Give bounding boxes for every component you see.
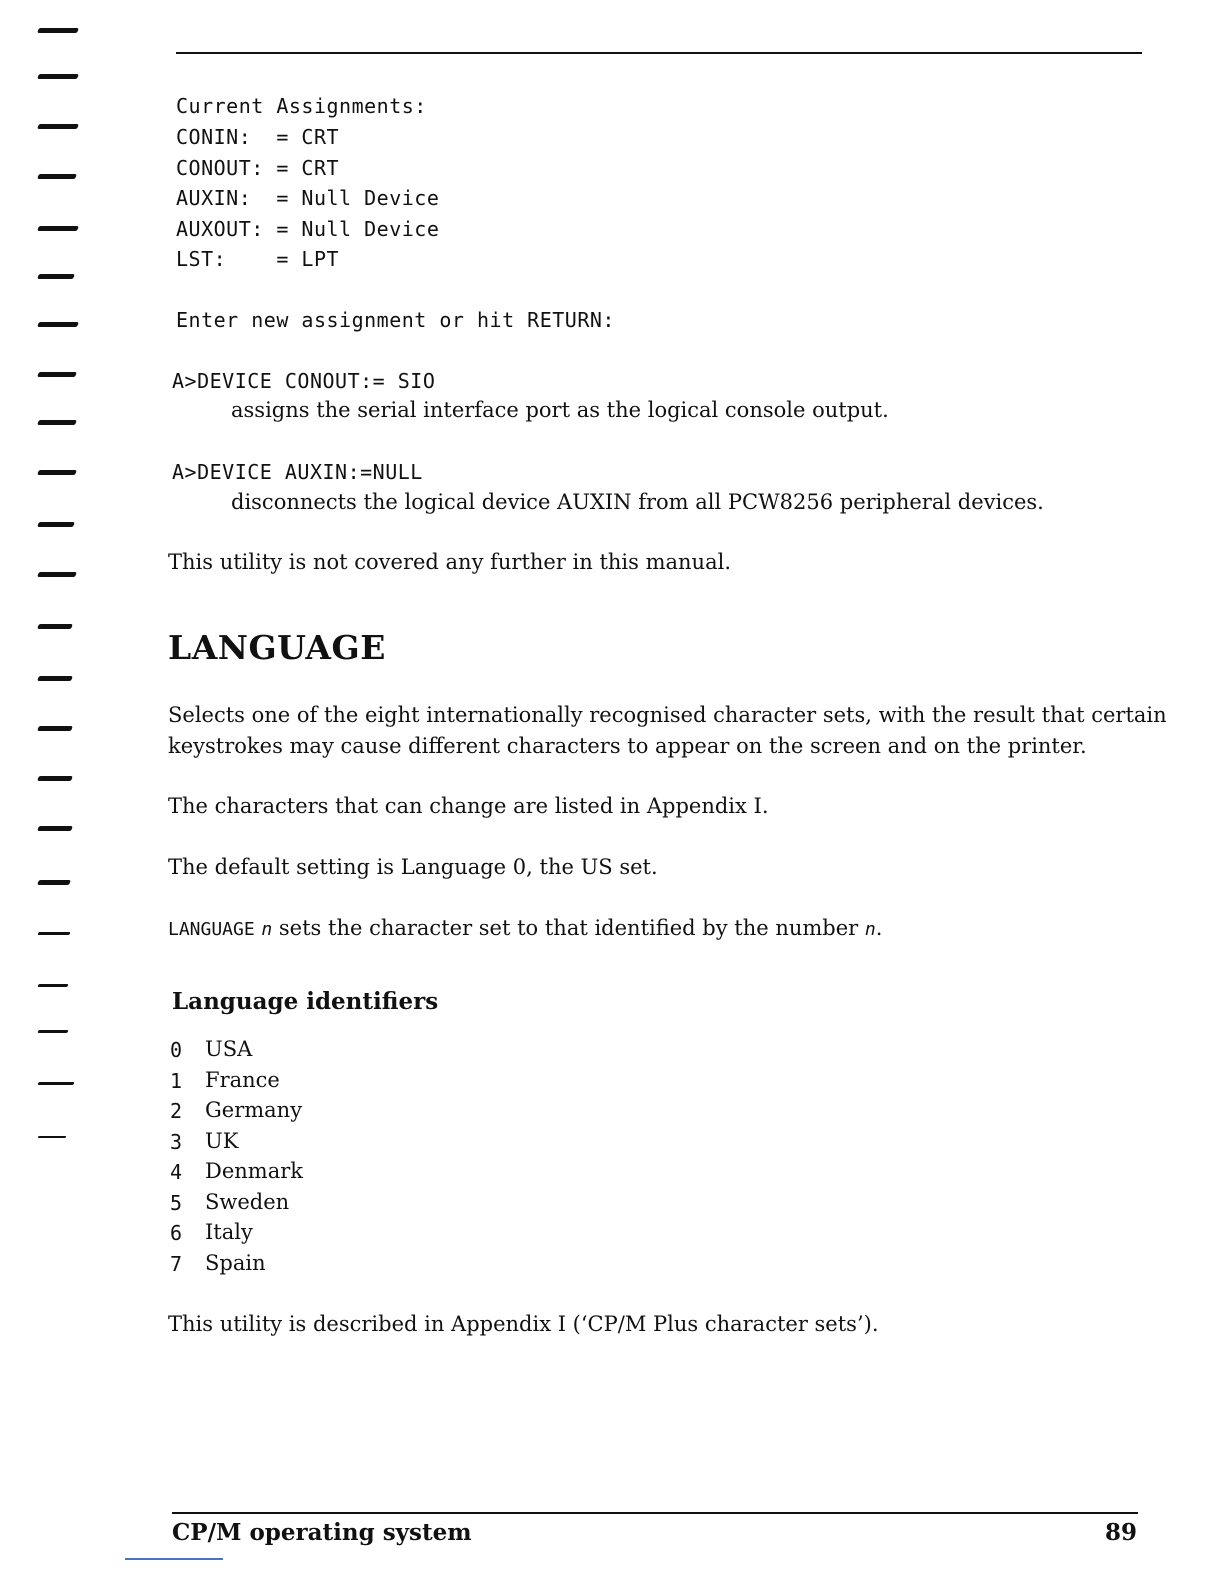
assignment-row: AUXIN: = Null Device (176, 186, 440, 210)
usage-arg: n (261, 919, 273, 940)
language-id-number: 5 (170, 1191, 183, 1215)
language-id-number: 3 (170, 1130, 183, 1154)
assignment-row: LST: = LPT (176, 247, 340, 271)
binding-mark (37, 984, 68, 987)
bottom-rule (172, 1512, 1138, 1514)
binding-mark (37, 572, 77, 577)
assignment-row: CONIN: = CRT (176, 125, 340, 149)
usage-text: sets the character set to that identified by the number (272, 916, 865, 940)
subsection-heading: Language identifiers (172, 988, 439, 1015)
binding-marks (30, 0, 90, 1584)
assignment-prompt: Enter new assignment or hit RETURN: (176, 308, 615, 332)
binding-mark (37, 124, 79, 129)
usage-command: LANGUAGE (168, 919, 255, 940)
binding-mark (37, 932, 70, 935)
binding-mark (37, 74, 79, 79)
binding-mark (37, 470, 77, 475)
language-para: The characters that can change are listed in Appendix I. (168, 794, 769, 818)
example-command: A>DEVICE CONOUT:= SIO (172, 369, 436, 393)
page-number: 89 (1104, 1519, 1137, 1546)
language-id-name: France (205, 1068, 280, 1092)
language-id-name: Germany (205, 1098, 303, 1122)
language-id-number: 6 (170, 1221, 183, 1245)
binding-mark (37, 1082, 74, 1085)
binding-mark (37, 372, 77, 377)
language-id-number: 2 (170, 1099, 183, 1123)
binding-mark (37, 522, 75, 527)
binding-mark (37, 274, 75, 279)
footer-title: CP/M operating system (172, 1519, 472, 1546)
section-heading: LANGUAGE (168, 628, 386, 667)
binding-mark (37, 226, 79, 231)
binding-mark (37, 1030, 68, 1033)
scan-artifact-line (125, 1558, 223, 1560)
assignment-row: CONOUT: = CRT (176, 156, 340, 180)
language-id-name: Italy (205, 1220, 253, 1244)
assignment-row: AUXOUT: = Null Device (176, 217, 440, 241)
binding-mark (37, 174, 77, 179)
language-id-number: 7 (170, 1252, 183, 1276)
language-id-number: 1 (170, 1069, 183, 1093)
language-id-name: Denmark (205, 1159, 303, 1183)
usage-end: . (875, 916, 883, 940)
example-description: disconnects the logical device AUXIN from all PCW8256 peripheral devices. (231, 490, 1044, 514)
top-rule (176, 52, 1142, 54)
language-para: The default setting is Language 0, the US set. (168, 855, 658, 879)
binding-mark (37, 322, 79, 327)
language-usage (168, 916, 882, 940)
example-command: A>DEVICE AUXIN:=NULL (172, 460, 423, 484)
binding-mark (37, 28, 79, 33)
language-id-name: Spain (205, 1251, 266, 1275)
usage-end-arg: n (864, 919, 876, 940)
binding-mark (37, 726, 73, 731)
language-para-line: keystrokes may cause different characters to appear on the screen and on the printer. (168, 734, 1087, 758)
binding-mark (37, 826, 73, 831)
language-id-name: USA (205, 1037, 253, 1061)
language-id-name: Sweden (205, 1190, 290, 1214)
language-id-number: 4 (170, 1160, 183, 1184)
binding-mark (37, 880, 71, 885)
binding-mark (37, 776, 73, 781)
binding-mark (37, 420, 77, 425)
binding-mark (37, 676, 73, 681)
binding-mark (38, 1136, 67, 1138)
assignments-header: Current Assignments: (176, 94, 427, 118)
binding-mark (37, 624, 73, 629)
example-description: assigns the serial interface port as the logical console output. (231, 398, 889, 422)
closing-note: This utility is described in Appendix I (‘CP/M Plus character sets’). (168, 1312, 879, 1336)
language-para-line: Selects one of the eight internationally recognised character sets, with the result that certain (168, 703, 1167, 727)
language-id-number: 0 (170, 1038, 183, 1062)
language-id-name: UK (205, 1129, 239, 1153)
device-note: This utility is not covered any further in this manual. (168, 550, 731, 574)
